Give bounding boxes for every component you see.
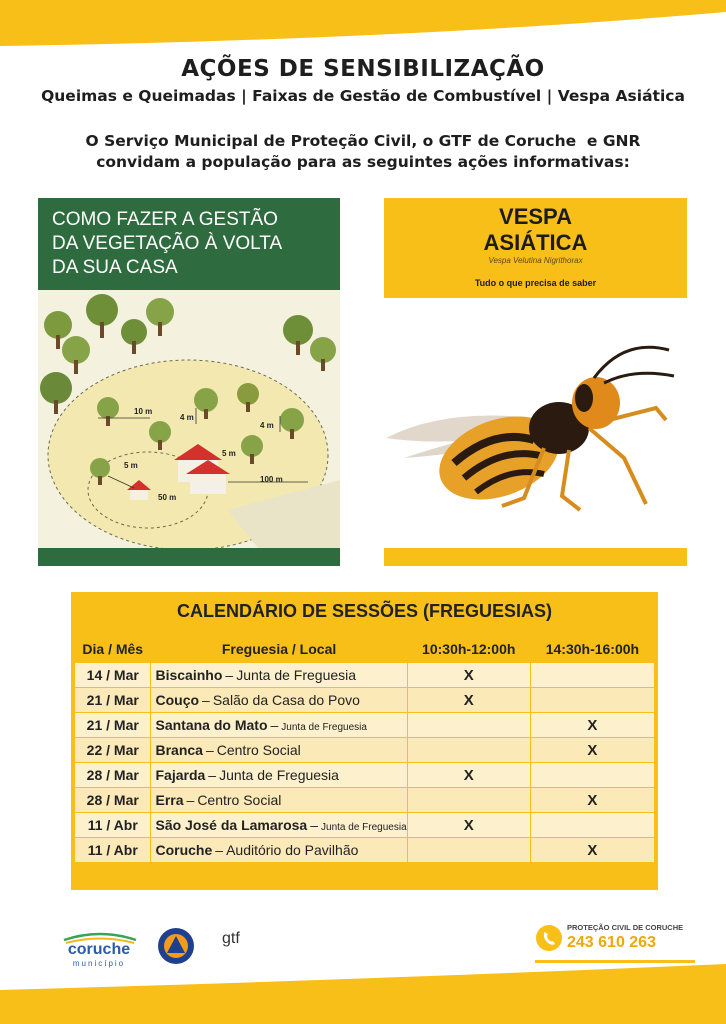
row-date: 14 / Mar (75, 663, 151, 688)
hornet-poster-title (384, 204, 687, 256)
sessions-table (74, 635, 655, 863)
venue-name: Auditório do Pavilhão (226, 842, 359, 858)
row-date: 21 / Mar (75, 713, 151, 738)
page-subtitle: Queimas e Queimadas | Faixas de Gestão de Combustível | Vespa Asiática (41, 87, 685, 105)
hornet-poster-footer (384, 548, 687, 566)
parish-name: Branca (155, 742, 203, 758)
row-date: 21 / Mar (75, 688, 151, 713)
bottom-yellow-band (0, 964, 726, 1024)
morning-session-mark (407, 738, 530, 763)
afternoon-session-mark: X (530, 838, 654, 863)
parish-name: Biscainho (155, 667, 223, 683)
table-row (75, 738, 655, 763)
row-date: 28 / Mar (75, 788, 151, 813)
afternoon-session-mark: X (530, 713, 654, 738)
table-row (75, 813, 655, 838)
venue-name: Junta de Freguesia (219, 767, 339, 783)
table-header-row (75, 636, 655, 663)
row-place: Branca – Centro Social (151, 738, 407, 763)
vegetation-illustration (38, 290, 340, 548)
civil-protection-logo-icon (157, 927, 195, 965)
afternoon-session-mark: X (530, 788, 654, 813)
hornet-title-line-2: ASIÁTICA (483, 230, 588, 255)
row-place: Santana do Mato – Junta de Freguesia (151, 713, 407, 738)
vegetation-title-line-3: DA SUA CASA (52, 257, 178, 278)
column-header-afternoon: 14:30h-16:00h (530, 636, 654, 663)
morning-session-mark (407, 788, 530, 813)
contact-block (535, 922, 695, 966)
column-header-morning: 10:30h-12:00h (407, 636, 530, 663)
venue-name: Centro Social (216, 742, 301, 758)
morning-session-mark (407, 713, 530, 738)
row-place: Coruche – Auditório do Pavilhão (151, 838, 407, 863)
row-place: São José da Lamarosa – Junta de Freguesia (151, 813, 407, 838)
vegetation-poster-footer (38, 548, 340, 566)
vegetation-poster (38, 198, 340, 566)
coruche-logo-subtitle: município (72, 959, 126, 968)
gtf-logo: gtf (222, 930, 240, 947)
venue-name: Centro Social (197, 792, 282, 808)
phone-icon (535, 924, 563, 952)
hornet-title-line-1: VESPA (499, 204, 572, 229)
row-place: Fajarda – Junta de Freguesia (151, 763, 407, 788)
hornet-poster-header (384, 198, 687, 298)
afternoon-session-mark (530, 763, 654, 788)
parish-name: Coruche (155, 842, 213, 858)
distance-10m: 10 m (134, 407, 153, 416)
distance-50m: 50 m (158, 493, 177, 502)
row-place: Couço – Salão da Casa do Povo (151, 688, 407, 713)
parish-name: Fajarda (155, 767, 206, 783)
morning-session-mark: X (407, 813, 530, 838)
contact-phone[interactable]: 243 610 263 (567, 934, 656, 951)
table-row (75, 688, 655, 713)
venue-name: Junta de Freguesia (321, 822, 407, 833)
sessions-calendar (71, 592, 658, 890)
top-yellow-band (0, 0, 726, 48)
parish-name: Santana do Mato (155, 717, 268, 733)
row-place: Biscainho – Junta de Freguesia (151, 663, 407, 688)
morning-session-mark: X (407, 663, 530, 688)
row-date: 22 / Mar (75, 738, 151, 763)
hornet-icon (384, 328, 687, 528)
intro-line-1: O Serviço Municipal de Proteção Civil, o GTF de Coruche e GNR (85, 132, 641, 150)
column-header-date: Dia / Mês (75, 636, 151, 663)
hornet-scientific-name: Vespa Velutina Nigrithorax (488, 256, 583, 265)
distance-5m-right: 5 m (222, 449, 236, 458)
afternoon-session-mark (530, 813, 654, 838)
table-row (75, 788, 655, 813)
distance-4m-right: 4 m (260, 421, 274, 430)
row-date: 11 / Abr (75, 838, 151, 863)
contact-label: PROTEÇÃO CIVIL DE CORUCHE (567, 923, 684, 932)
intro-text (40, 131, 686, 173)
row-place: Erra – Centro Social (151, 788, 407, 813)
page-title: AÇÕES DE SENSIBILIZAÇÃO (181, 56, 545, 82)
table-row (75, 763, 655, 788)
table-row (75, 663, 655, 688)
distance-4m-left: 4 m (180, 413, 194, 422)
distance-5m-left: 5 m (124, 461, 138, 470)
vegetation-poster-title (52, 208, 332, 280)
vegetation-title-line-2: DA VEGETAÇÃO À VOLTA (52, 233, 283, 254)
row-date: 28 / Mar (75, 763, 151, 788)
coruche-logo-name: coruche (67, 941, 131, 958)
table-row (75, 713, 655, 738)
row-date: 11 / Abr (75, 813, 151, 838)
intro-line-2: convidam a população para as seguintes ações informativas: (96, 153, 630, 171)
afternoon-session-mark (530, 663, 654, 688)
parish-name: Couço (155, 692, 200, 708)
contact-underline (535, 960, 695, 963)
parish-name: Erra (155, 792, 184, 808)
distance-100m: 100 m (260, 475, 283, 484)
calendar-title: CALENDÁRIO DE SESSÕES (FREGUESIAS) (176, 601, 553, 621)
venue-name: Salão da Casa do Povo (212, 692, 360, 708)
vegetation-title-line-1: COMO FAZER A GESTÃO (52, 209, 278, 230)
vegetation-poster-header (38, 198, 340, 290)
hornet-tagline: Tudo o que precisa de saber (474, 278, 597, 288)
venue-name: Junta de Freguesia (236, 667, 357, 683)
afternoon-session-mark: X (530, 738, 654, 763)
morning-session-mark: X (407, 688, 530, 713)
afternoon-session-mark (530, 688, 654, 713)
table-row (75, 838, 655, 863)
morning-session-mark: X (407, 763, 530, 788)
hornet-poster (384, 198, 687, 566)
parish-name: São José da Lamarosa (155, 817, 308, 833)
column-header-place: Freguesia / Local (151, 636, 407, 663)
venue-name: Junta de Freguesia (281, 722, 367, 733)
morning-session-mark (407, 838, 530, 863)
